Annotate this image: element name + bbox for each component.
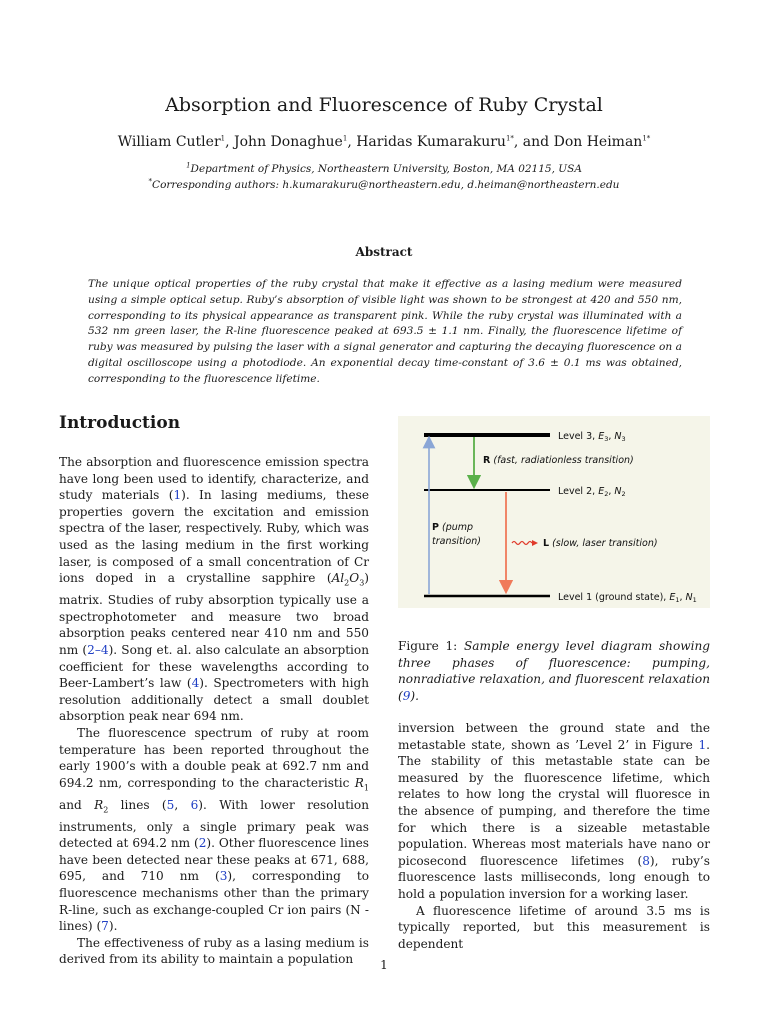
citation-link[interactable]: 6 (190, 797, 199, 812)
subscript: 2 (344, 578, 350, 588)
citation-link[interactable]: 5 (166, 797, 175, 812)
l-transition-label: L (slow, laser transition) (543, 538, 658, 549)
page-number: 1 (380, 958, 388, 972)
emission-wave (512, 542, 532, 545)
affiliation-mark: 1 (186, 161, 191, 170)
paper-title: Absorption and Fluorescence of Ruby Crystal (165, 94, 603, 116)
figure-caption-ref[interactable]: 9 (402, 688, 411, 703)
math-symbol: Al (331, 571, 345, 586)
affiliation-text: Department of Physics, Northeastern University, Boston, MA 02115, USA (190, 163, 582, 175)
subscript: 3 (359, 578, 365, 588)
author-mark: 1* (642, 134, 651, 143)
citation-link[interactable]: 3 (219, 869, 228, 884)
author-mark: 1 (220, 134, 226, 143)
citation-link[interactable]: 8 (642, 853, 650, 868)
citation-link[interactable]: 2 (198, 836, 207, 851)
author-name: Haridas Kumarakuru (356, 134, 506, 150)
subscript: 1 (363, 783, 369, 793)
citation-link[interactable]: 7 (101, 919, 109, 934)
math-symbol: R (94, 797, 104, 812)
math-symbol: R (354, 775, 364, 790)
paragraph: The effectiveness of ruby as a lasing medium is derived from its ability to maintain a population (59, 935, 369, 967)
introduction-heading: Introduction (59, 413, 181, 433)
right-column (398, 720, 710, 952)
corresponding-mark: * (148, 177, 153, 186)
author-name: Don Heiman (553, 134, 643, 150)
level-1-label: Level 1 (ground state), $E_1$, $N_1$ (558, 592, 697, 604)
citation-link[interactable]: 4 (191, 676, 200, 691)
energy-level-diagram (398, 416, 710, 608)
paragraph: A fluorescence lifetime of around 3.5 ms is typically reported, but this measurement is dependent (398, 903, 710, 951)
author-list: William Cutler$^1$, John Donaghue$^1$, Haridas Kumarakuru$^{1*}$, and Don Heiman$^{1*}$ (117, 134, 651, 150)
figure-caption-text: Sample energy level diagram showing three phases of fluorescence: pumping, nonradiative relaxation, and fluorescent relaxation ( (398, 639, 710, 703)
p-transition-label-2: transition) (432, 536, 481, 547)
level-2-label: Level 2, $E_2$, $N_2$ (558, 486, 626, 498)
energy-level-svg (398, 416, 710, 608)
r-transition-label: R (fast, radiationless transition) (483, 455, 634, 466)
figure-label: Figure 1: (398, 639, 458, 653)
paragraph: The fluorescence spectrum of ruby at room temperature has been reported throughout the early 1900’s with a double peak at 692.7 nm and 694.2 nm, corresponding to the characteristic $R_1$ and $R_2$ lines (5, 6). With lower resolution instruments, only a single primary peak was detected at 694.2 nm (2). Other fluorescence lines have been detected near these peaks at 671, 688, 695, and 710 nm (3), corresponding to fluorescence mechanisms other than the primary R-line, such as exchange-coupled Cr ion pairs (N - lines) (7). (59, 725, 370, 934)
corresponding-text: Corresponding authors: h.kumarakuru@northeastern.edu, d.heiman@northeastern.edu (152, 179, 620, 191)
citation-link[interactable]: 2–4 (87, 642, 109, 657)
author-mark: 1 (342, 134, 348, 143)
affiliation (0, 163, 768, 175)
author-name: John Donaghue (234, 134, 343, 150)
paragraph: inversion between the ground state and the metastable state, shown as ’Level 2’ in Figure 1. The stability of this metastable state can be measured by the fluorescence lifetime, which relates to how long the crystal will fluoresce in the absence of pumping, and therefore the time for which there is a sizeable metastable population. Whereas most materials have nano or picosecond fluorescence lifetimes (8), ruby’s fluorescence lasts milliseconds, long enough to hold a population inversion for a working laser. (398, 721, 710, 901)
corresponding-authors (0, 179, 768, 191)
abstract-text: The unique optical properties of the ruby crystal that make it effective as a lasing medium were measured using a simple optical setup. Ruby’s absorption of visible light was shown to be strongest at 420 and 550 nm, corresponding to its physical appearance as transparent pink. While the ruby crystal was illuminated with a 532 nm green laser, the R-line fluorescence peaked at 693.5 ± 1.1 nm. Finally, the fluorescence lifetime of ruby was measured by pulsing the laser with a signal generator and capturing the decaying fluorescence on a digital oscilloscope using a photodiode. An exponential decay time-constant of 3.6 ± 0.1 ms was obtained, corresponding to the fluorescence lifetime. (88, 278, 682, 385)
author-mark: 1* (505, 134, 514, 143)
p-transition-label: P (pump (432, 522, 474, 533)
left-column (59, 454, 369, 968)
emission-wave-head (532, 540, 538, 546)
author-name: William Cutler (117, 134, 221, 150)
level-3-label: Level 3, $E_3$, $N_3$ (558, 431, 626, 443)
figure-caption-end: ). (410, 688, 419, 703)
paragraph: The absorption and fluorescence emission spectra have long been used to identify, characterize, and study materials (1). In lasing mediums, these properties govern the excitation and emission spectra of the laser, respectively. Ruby, which was used as the lasing medium in the first working laser, is composed of a small concentration of Cr ions doped in a crystalline sapphire $(Al_2O_3)$ matrix. Studies of ruby absorption typically use a spectrophotometer and measure two broad absorption peaks centered near 410 nm and 550 nm (2–4). Song et. al. also calculate an absorption coefficient for these wavelengths according to Beer-Lambert’s law (4). Spectrometers with high resolution additionally detect a small doublet absorption peak near 694 nm. (59, 455, 370, 724)
citation-link[interactable]: 1 (173, 488, 182, 503)
subscript: 2 (103, 805, 109, 815)
math-symbol: O (349, 571, 360, 586)
figure-caption (398, 638, 710, 704)
abstract-heading: Abstract (355, 245, 413, 259)
citation-link[interactable]: 1 (698, 737, 707, 752)
